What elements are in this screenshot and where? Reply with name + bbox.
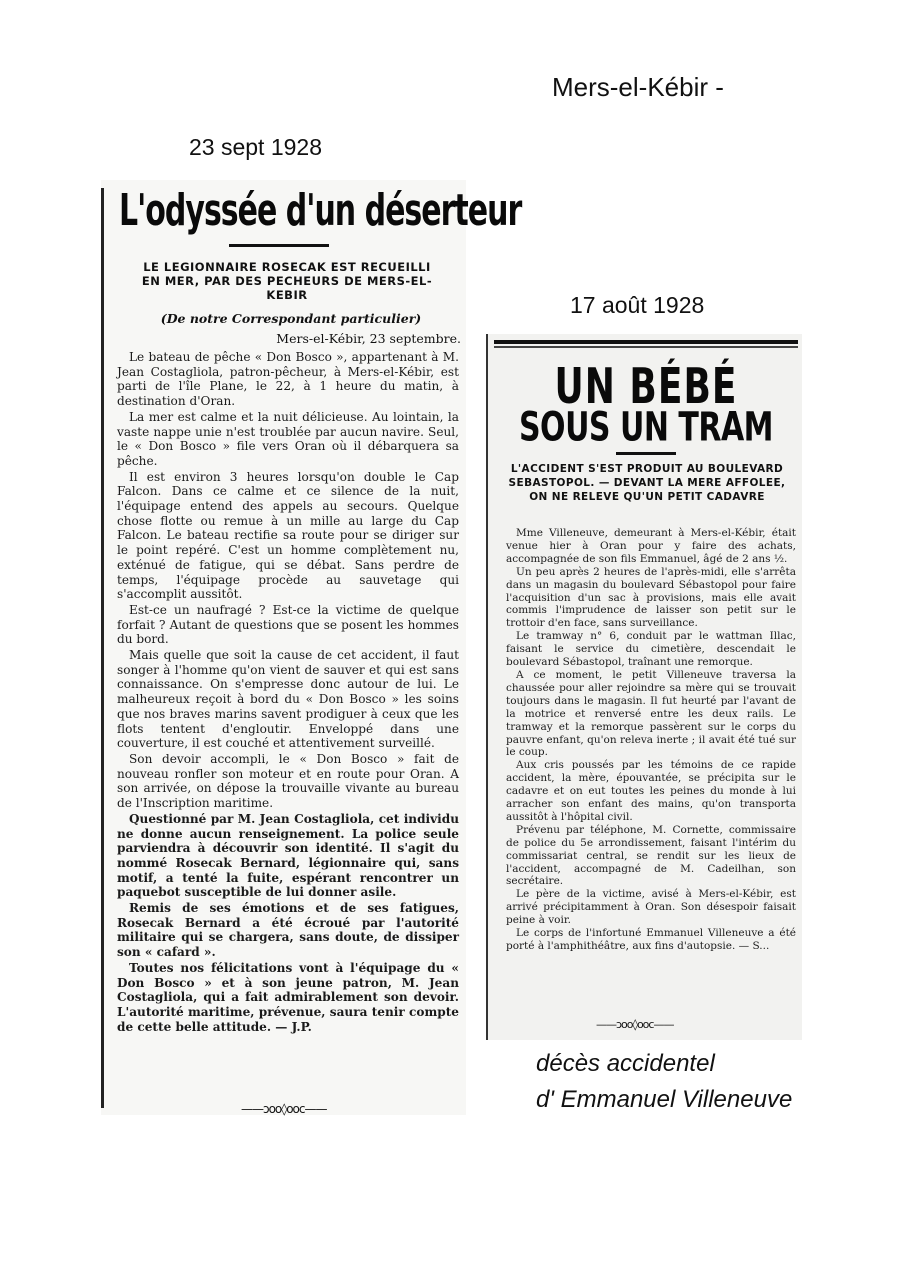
article-1-paragraph: Il est environ 3 heures lorsqu'on double le Cap Falcon. Dans ce calme et ce silence de la nuit, l'équipage entend des appels au secours. Quelque chose flotte ou remue à un mille au large du Cap Falcon. Le bateau rectifie sa route pour se diriger sur le point repéré. C'est un homme complètement nu, exténué de fatigue, qui se débat. Sans perdre de temps, l'équipage procède au sauvetage qui s'accomplit aussitôt. [117,469,459,602]
column-rule [101,188,104,1108]
end-ornament: ——ɔoo◊ooc—— [596,1018,674,1031]
article-1-paragraph-bold: Toutes nos félicitations vont à l'équipage du « Don Bosco » et à son jeune patron, M. Jean Costagliola, qui a fait admirablement son devoir. L'autorité maritime, prévenue, saura tenir compte de cette belle attitude. — J.P. [117,960,459,1034]
article-1-paragraph-bold: Questionné par M. Jean Costagliola, cet individu ne donne aucun renseignement. La police seule parviendra à découvrir son identité. Il s'agit du nommé Rosecak Bernard, légionnaire qui, sans motif, a tenté la fuite, espérant rencontrer un paquebot susceptible de lui donner asile. [117,811,459,900]
article-2-paragraph: Le père de la victime, avisé à Mers-el-Kébir, est arrivé précipitamment à Oran. Son désespoir faisait peine à voir. [506,888,796,927]
article-2-paragraph: Aux cris poussés par les témoins de ce rapide accident, la mère, épouvantée, se précipita sur le cadavre et on eut toutes les peines du monde à lui arracher son enfant des mains, qu'on transporta aussitôt à l'hôpital civil. [506,759,796,823]
article-1-body [117,350,459,1100]
date-note-article-2: 17 août 1928 [570,292,705,318]
article-1-paragraph-bold: Remis de ses émotions et de ses fatigues, Rosecak Bernard a été écroué par l'autorité militaire qui se chargera, sans doute, de dissiper son « cafard ». [117,901,459,960]
article-2-body [506,527,796,1017]
article-1-paragraph: Mais quelle que soit la cause de cet accident, il faut songer à l'homme qu'on vient de sauver et qui est sans connaissance. On s'empresse donc autour de lui. Le malheureux reçoit à bord du « Don Bosco » les soins que nos braves marins savent prodiguer à ceux que les flots tentent d'engloutir. Enveloppé dans une couverture, il est couché et attentivement surveillé. [117,648,459,751]
article-1-byline: (De notre Correspondant particulier) [160,311,422,326]
article-2-paragraph: A ce moment, le petit Villeneuve traversa la chaussée pour aller rejoindre sa mère qui se trouvait toujours dans le magasin. Il fut heurté par l'avant de la motrice et renversé entre les deux rails. Le tramway et la remorque passèrent sur le corps du pauvre enfant, qu'on releva inerte ; il avait été tué sur le coup. [506,668,796,759]
article-2-paragraph: Le corps de l'infortuné Emmanuel Villeneuve a été porté à l'amphithéâtre, aux fins d'autopsie. — S... [506,927,796,952]
top-rule-thin [494,346,798,348]
article-2-paragraph: Un peu après 2 heures de l'après-midi, elle s'arrêta dans un magasin du boulevard Sébastopol pour faire l'acquisition d'un sac à provisions, mais elle avait commis l'imprudence de laisser son petit sur le trottoir d'en face, sans surveillance. [506,565,796,630]
article-2-subhead: L'ACCIDENT S'EST PRODUIT AU BOULEVARD SEBASTOPOL. — DEVANT LA MERE AFFOLEE, ON NE RELEVE QU'UN PETIT CADAVRE [508,463,786,503]
article-1-dateline: Mers-el-Kébir, 23 septembre. [276,331,461,346]
newspaper-clipping-deserteur [101,180,522,1116]
article-1-paragraph: Son devoir accompli, le « Don Bosco » fait de nouveau ronfler son moteur et en route pour Oran. A son arrivée, on dépose la trouvaille vivante au bureau de l'Inscription maritime. [117,751,459,811]
date-note-article-1: 23 sept 1928 [189,134,323,160]
article-2-paragraph: Prévenu par téléphone, M. Cornette, commissaire de police du 5e arrondissement, faisant l'intérim du commissariat central, se rendit sur les lieux de l'accident, accompagné de M. Cadeilhan, son secrétaire. [506,823,796,888]
article-1-paragraph: Le bateau de pêche « Don Bosco », appartenant à M. Jean Costagliola, patron-pêcheur, à Mers-el-Kébir, est parti de l'île Plane, le 22, à 1 heure du matin, à destination d'Oran. [117,350,459,409]
article-1-paragraph: Est-ce un naufragé ? Est-ce la victime de quelque forfait ? Autant de questions que se posent les hommes du bord. [117,602,459,647]
article-1-paragraph: La mer est calme et la nuit délicieuse. Au lointain, la vaste nappe unie n'est troublée par aucun navire. Seul, le « Don Bosco » file vers Oran où il débarquera sa pêche. [117,409,459,468]
article-1-headline: L'odyssée d'un déserteur [119,186,522,237]
top-rule [494,340,798,344]
place-note: Mers-el-Kébir - [552,72,724,102]
headline-divider [229,244,329,247]
article-2-headline-line-2: SOUS UN TRAM [518,404,774,452]
article-1-subhead: LE LEGIONNAIRE ROSECAK EST RECUEILLI EN MER, PAR DES PECHEURS DE MERS-EL-KEBIR [141,260,433,302]
caption-line-1: décès accidentel [536,1050,715,1077]
headline-divider [616,452,676,455]
caption-line-2: d' Emmanuel Villeneuve [536,1086,793,1113]
article-2-headline-line-1: UN BÉBÉ [554,360,738,416]
article-2-paragraph: Le tramway n° 6, conduit par le wattman Illac, faisant le service du cimetière, descendait le boulevard Sébastopol, traînant une remorque. [506,630,796,669]
article-2-paragraph: Mme Villeneuve, demeurant à Mers-el-Kébir, était venue hier à Oran pour y faire des achats, accompagnée de son fils Emmanuel, âgé de 2 ans ½. [506,527,796,565]
newspaper-clipping-bebe [486,334,802,1040]
end-ornament: ——ɔoo◊ooc—— [241,1102,327,1116]
